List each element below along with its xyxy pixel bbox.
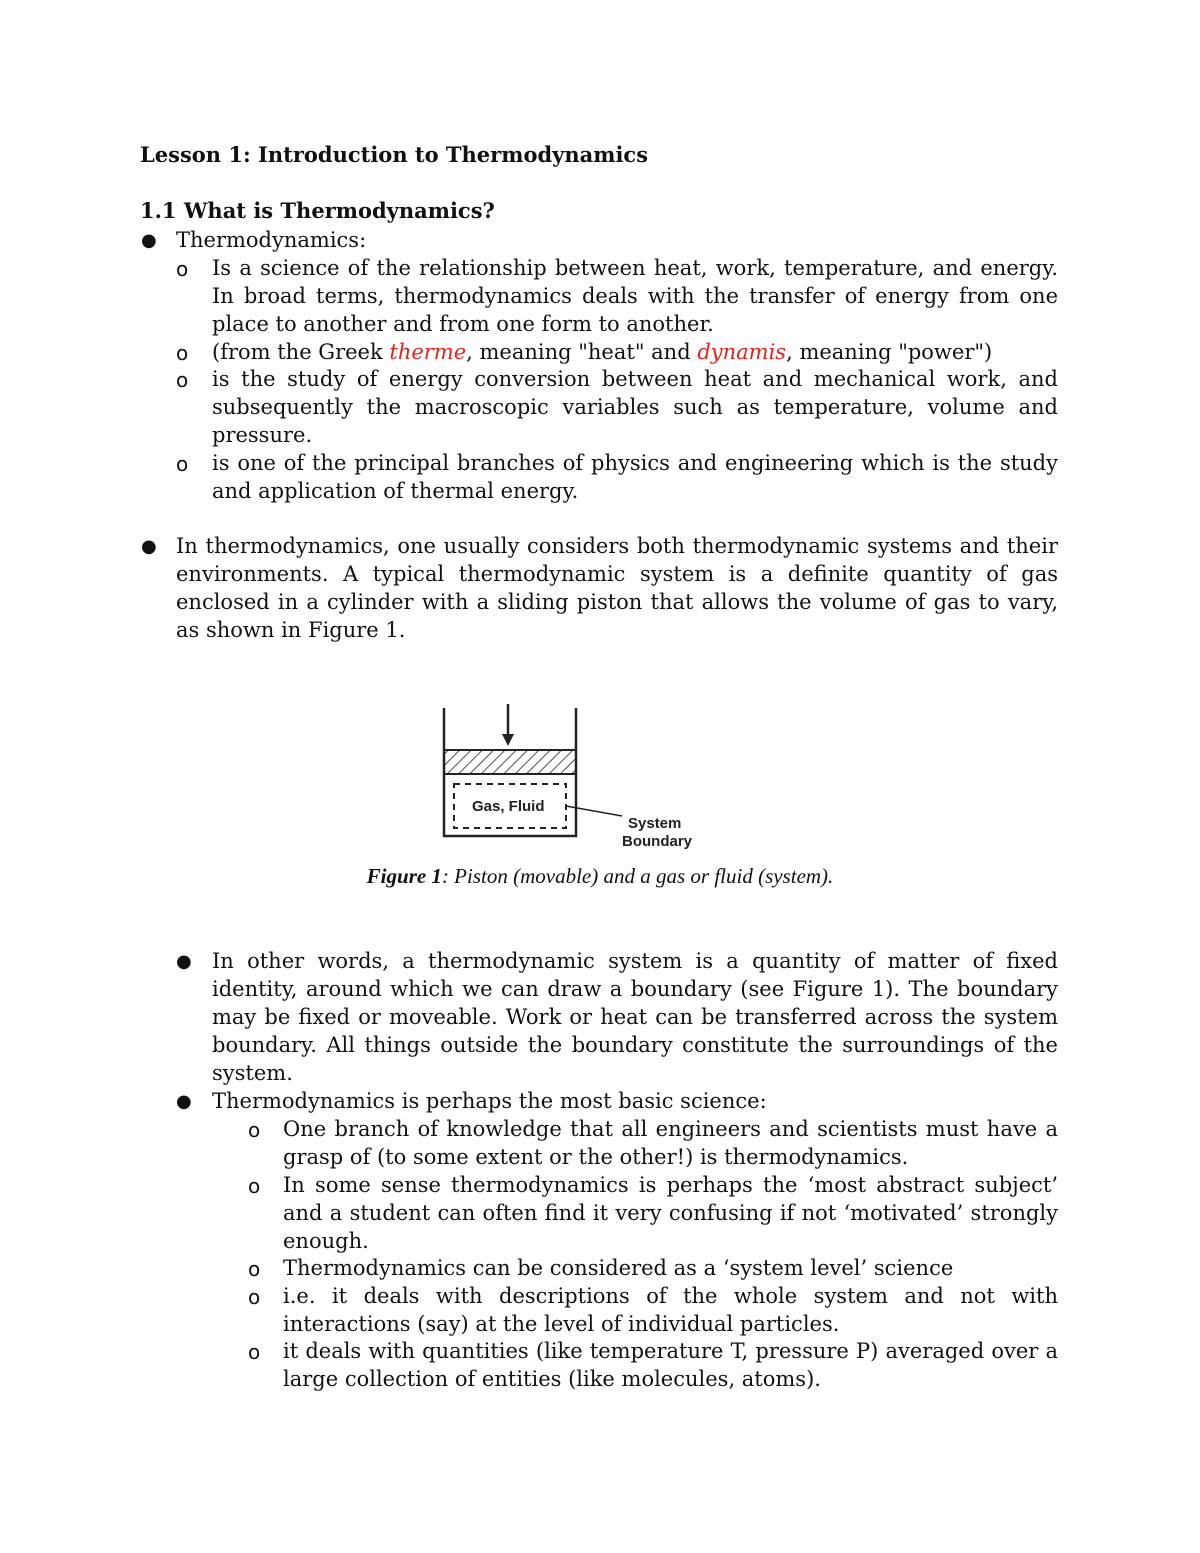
sub-bullet-system-level: Thermodynamics can be considered as a ‘system level’ science: [283, 1256, 954, 1280]
arrow-head-icon: [502, 734, 514, 746]
boundary-label: Boundary: [622, 833, 693, 850]
sub-bullet-etymology: (from the Greek therme, meaning "heat" and dynamis, meaning "power"): [212, 340, 993, 364]
system-label: System: [628, 815, 682, 832]
sub-bullet-icon: o: [176, 341, 189, 365]
bullet-icon: ●: [176, 1091, 192, 1112]
bullet-icon: ●: [141, 230, 157, 251]
word-therme: therme: [389, 340, 467, 364]
sub-bullet-icon: o: [176, 368, 189, 392]
sub-bullet-icon: o: [248, 1118, 261, 1142]
sub-bullet-quantities: it deals with quantities (like temperature T, pressure P) averaged over a large collection of entities (like molecules, atoms).: [283, 1339, 1058, 1391]
paragraph-basic-science: Thermodynamics is perhaps the most basic science:: [212, 1089, 767, 1113]
sub-bullet-energy-conversion: is the study of energy conversion between heat and mechanical work, and subsequently the macroscopic variables such as temperature, volume and pressure.: [212, 367, 1058, 447]
paragraph-systems: In thermodynamics, one usually considers both thermodynamic systems and their environments. A typical thermodynamic system is a definite quantity of gas enclosed in a cylinder with a sliding piston that allows the volume of gas to vary, as shown in Figure 1.: [176, 534, 1058, 642]
sub-bullet-whole-system: i.e. it deals with descriptions of the whole system and not with interactions (say) at the level of individual particles.: [283, 1284, 1058, 1336]
boundary-leader-line: [566, 806, 622, 816]
sub-bullet-icon: o: [248, 1340, 261, 1364]
sub-bullet-abstract: In some sense thermodynamics is perhaps the ‘most abstract subject’ and a student can often find it very confusing if not ‘motivated’ strongly enough.: [283, 1173, 1058, 1253]
sub-bullet-definition: Is a science of the relationship between heat, work, temperature, and energy. In broad terms, thermodynamics deals with the transfer of energy from one place to another and from one form to another.: [212, 256, 1058, 336]
piston: [444, 750, 576, 774]
bullet-icon: ●: [176, 951, 192, 972]
gas-fluid-label: Gas, Fluid: [472, 798, 545, 815]
bullet-icon: ●: [141, 536, 157, 557]
figure-caption: Figure 1: Piston (movable) and a gas or fluid (system).: [366, 864, 834, 888]
section-title: 1.1 What is Thermodynamics?: [140, 198, 495, 223]
sub-bullet-knowledge: One branch of knowledge that all engineers and scientists must have a grasp of (to some extent or the other!) is thermodynamics.: [283, 1117, 1058, 1169]
word-dynamis: dynamis: [697, 340, 787, 364]
sub-bullet-icon: o: [248, 1174, 261, 1198]
lesson-title: Lesson 1: Introduction to Thermodynamics: [140, 142, 649, 167]
sub-bullet-icon: o: [248, 1257, 261, 1281]
bullet-thermodynamics-label: Thermodynamics:: [176, 228, 367, 252]
sub-bullet-icon: o: [176, 257, 189, 281]
sub-bullet-branch: is one of the principal branches of physics and engineering which is the study and application of thermal energy.: [212, 451, 1058, 503]
sub-bullet-icon: o: [248, 1285, 261, 1309]
paragraph-system-boundary: In other words, a thermodynamic system is a quantity of matter of fixed identity, around which we can draw a boundary (see Figure 1). The boundary may be fixed or moveable. Work or heat can be transferred across the system boundary. All things outside the boundary constitute the surroundings of the system.: [212, 949, 1058, 1085]
sub-bullet-icon: o: [176, 452, 189, 476]
piston-figure: [430, 700, 730, 860]
